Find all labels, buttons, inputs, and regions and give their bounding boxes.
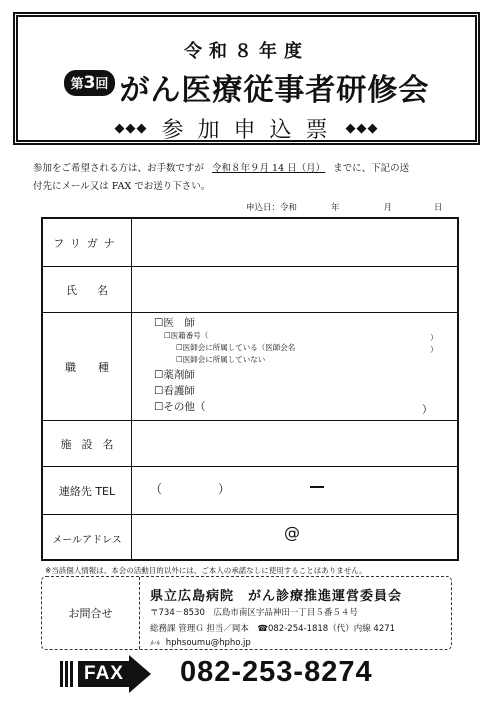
name-row: [43, 267, 457, 313]
tel-paren-open: （: [150, 482, 163, 496]
contact-box: [41, 576, 452, 650]
email-row: [43, 515, 457, 561]
tel-row: [43, 467, 457, 515]
occupation-row: [43, 313, 457, 421]
email-label: メールアドレス: [43, 515, 132, 561]
fax-bars-icon: [60, 661, 74, 687]
tel-field[interactable]: [132, 467, 457, 514]
facility-field[interactable]: [132, 421, 457, 466]
deadline: 令和８年９月 14 日（月）: [212, 163, 326, 174]
association-paren-close: ）: [430, 345, 438, 354]
furigana-label: フリガナ: [43, 219, 132, 266]
email-field[interactable]: [132, 515, 457, 561]
medical-association-member-checkbox[interactable]: ☐医師会に所属している（医師会名: [176, 343, 296, 352]
name-label: 氏名: [43, 267, 132, 312]
organization-name: 県立広島病院 がん診療推進運営委員会: [150, 589, 403, 604]
other-paren-close: ）: [422, 404, 433, 416]
diamond-ornament-left: ◆◆◆: [114, 121, 148, 136]
email-at-sign: @: [284, 523, 300, 542]
application-form-table: [41, 217, 459, 561]
mail-mark: ﾒｰﾙ: [150, 639, 160, 647]
contact-email-line: [150, 638, 251, 648]
tel-label: 連絡先 TEL: [43, 467, 132, 514]
title-box: [13, 12, 480, 145]
tel-dash: [310, 486, 324, 488]
seminar-title: がん医療従事者研修会: [119, 73, 430, 108]
medical-association-nonmember-checkbox[interactable]: ☐医師会に所属していない: [176, 355, 266, 364]
facility-label: 施設名: [43, 421, 132, 466]
diamond-ornament-right: ◆◆◆: [345, 121, 379, 136]
fax-label: FAX: [78, 661, 130, 687]
pharmacist-checkbox[interactable]: ☐薬剤師: [154, 369, 195, 381]
nurse-checkbox[interactable]: ☐看護師: [154, 385, 195, 397]
license-number-checkbox[interactable]: ☐医籍番号（: [164, 331, 209, 340]
arrow-right-icon: [129, 655, 151, 693]
contact-address: 〒734－8530 広島市南区宇品神田一丁目５番５４号: [150, 608, 358, 618]
fiscal-year: 令和８年度: [184, 41, 309, 62]
tel-paren-close: ）: [218, 482, 231, 496]
contact-department-phone: 総務課 管理Ｇ 担当／岡本 ☎082-254-1818（代）内線 4271: [150, 624, 396, 634]
furigana-field[interactable]: [132, 219, 457, 266]
subtitle-row: [18, 113, 475, 144]
license-paren-close: ）: [430, 333, 438, 342]
name-field[interactable]: [132, 267, 457, 312]
intro-text: 参加をご希望される方は、お手数ですが 令和８年９月 14 日（月） までに、下記の送 付先にメール又は FAX でお送り下さい。: [33, 163, 410, 192]
privacy-note: ※当該個人情報は、本会の活動目的以外には、ご本人の承諾なしに使用することはありません。: [45, 566, 367, 575]
occupation-label: 職種: [43, 313, 132, 420]
other-checkbox[interactable]: ☐その他（: [154, 401, 206, 413]
furigana-row: [43, 219, 457, 267]
doctor-checkbox[interactable]: ☐医 師: [154, 317, 195, 329]
title-row: [18, 65, 475, 109]
occupation-field: [132, 313, 457, 420]
contact-label: お問合せ: [42, 577, 140, 649]
application-date-line[interactable]: 申込日：令和 年 月 日: [246, 203, 443, 213]
session-badge: 第3回: [64, 70, 116, 96]
fax-number: 082-253-8274: [180, 656, 373, 688]
form-subtitle: 参加申込票: [161, 118, 342, 143]
facility-row: [43, 421, 457, 467]
contact-email[interactable]: hphsoumu@hpho.jp: [165, 638, 251, 648]
